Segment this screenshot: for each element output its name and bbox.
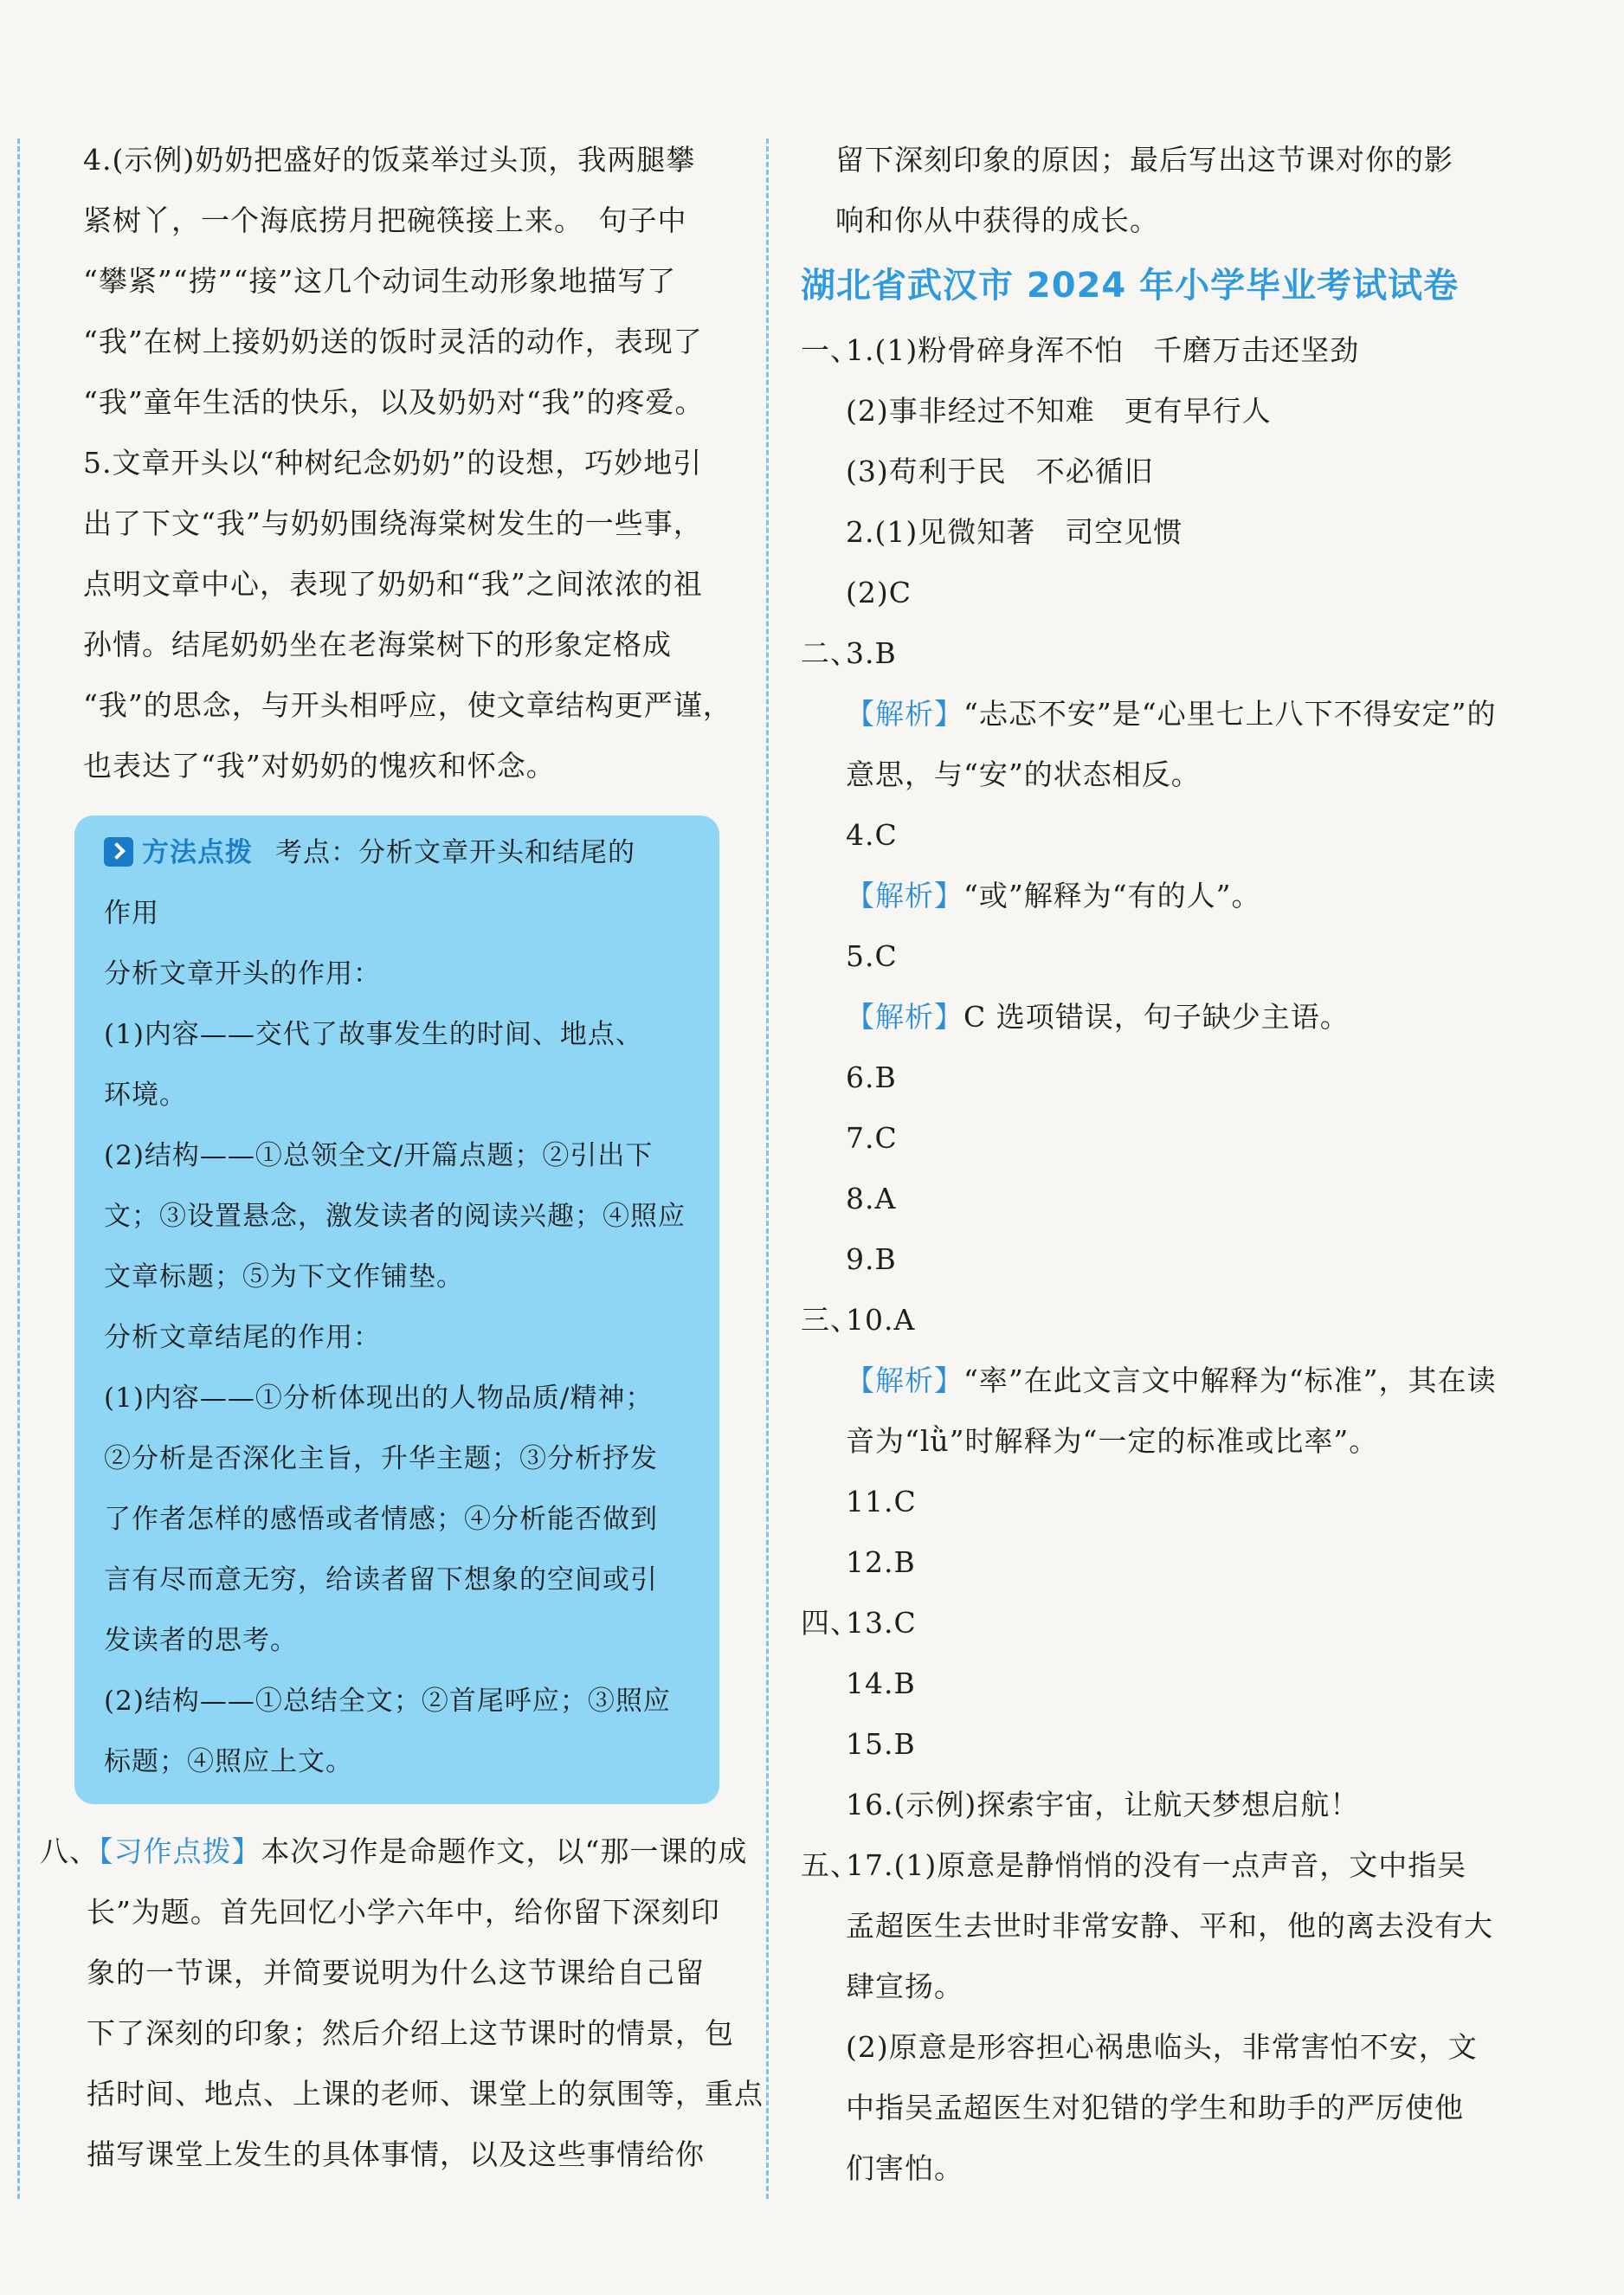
- answer-row: [801, 805, 1493, 866]
- answer-row: [801, 1593, 1493, 1654]
- section-8-block: [40, 1821, 764, 2185]
- answer-text: (3)苟利于民 不必循旧: [846, 454, 1154, 488]
- method-tip-line: 分析文章结尾的作用：: [104, 1322, 381, 1353]
- text-line: 孙情。结尾奶奶坐在老海棠树下的形象定格成: [83, 628, 672, 661]
- section-number: 三、: [801, 1303, 860, 1337]
- text-line: “我”童年生活的快乐，以及奶奶对“我”的疼爱。: [83, 385, 705, 419]
- answer-row: [801, 987, 1493, 1048]
- method-tip-line: 了作者怎样的感悟或者情感；④分析能否做到: [104, 1504, 658, 1535]
- left-column: [40, 130, 764, 2185]
- answer-row: [801, 1957, 1493, 2017]
- section-number: 二、: [801, 636, 860, 670]
- analysis-tag: 【解析】: [846, 697, 963, 731]
- text-line: 点明文章中心，表现了奶奶和“我”之间浓浓的祖: [83, 567, 703, 601]
- text-line: 括时间、地点、上课的老师、课堂上的氛围等，重点: [87, 2077, 764, 2111]
- answer-text: 10.A: [846, 1303, 916, 1337]
- answer-text: 4.C: [846, 818, 898, 852]
- method-tip-line: 言有尽而意无穷，给读者留下想象的空间或引: [104, 1564, 658, 1596]
- answer-row: [801, 1472, 1493, 1532]
- answer-row: [801, 502, 1493, 563]
- section-number: 八、: [40, 1834, 99, 1868]
- text-line: 留下深刻印象的原因；最后写出这节课对你的影: [835, 143, 1453, 177]
- method-tip-line: (1)内容——①分析体现出的人物品质/精神；: [104, 1383, 654, 1414]
- method-tip-line: (2)结构——①总领全文/开篇点题；②引出下: [104, 1140, 654, 1171]
- method-tip-box: [74, 815, 719, 1804]
- answer-row: [801, 1290, 1493, 1351]
- text-line: 描写课堂上发生的具体事情，以及这些事情给你: [87, 2137, 705, 2171]
- method-tip-line: 标题；④照应上文。: [104, 1746, 353, 1777]
- answer-row: [801, 745, 1493, 805]
- answer-row: [801, 1108, 1493, 1169]
- answer-row: [801, 1775, 1493, 1835]
- answer-text: 14.B: [846, 1666, 916, 1700]
- method-tip-line: 文；③设置悬念，激发读者的阅读兴趣；④照应: [104, 1201, 686, 1232]
- left-margin-dashed-line: [17, 139, 20, 2199]
- method-tip-line: 分析文章开头的作用：: [104, 958, 381, 990]
- continued-text-block: [801, 130, 1493, 251]
- answer-text: 肆宣扬。: [846, 1969, 963, 2003]
- analysis-tag: 【解析】: [846, 879, 963, 912]
- method-tip-line: ②分析是否深化主旨，升华主题；③分析抒发: [104, 1443, 658, 1474]
- text-line: 象的一节课，并简要说明为什么这节课给自己留: [87, 1956, 705, 1989]
- answer-row: [801, 381, 1493, 442]
- answer-row: [801, 1532, 1493, 1593]
- text-line: “我”在树上接奶奶送的饭时灵活的动作，表现了: [83, 325, 703, 358]
- answer-row: [801, 926, 1493, 987]
- right-column: [801, 130, 1497, 2199]
- answer-text-block: [83, 130, 750, 796]
- section-number: 四、: [801, 1606, 860, 1640]
- answer-text: 6.B: [846, 1060, 897, 1094]
- text-line: 下了深刻的印象；然后介绍上这节课时的情景，包: [87, 2016, 734, 2050]
- answer-row: [801, 1896, 1493, 1957]
- answer-row: [801, 563, 1493, 623]
- answer-row: [801, 1351, 1497, 1411]
- answer-text: 8.A: [846, 1182, 897, 1215]
- section-number: 一、: [801, 333, 860, 367]
- exam-section-heading: 湖北省武汉市 2024 年小学毕业考试试卷: [801, 266, 1460, 306]
- answer-text: 2.(1)见微知著 司空见惯: [846, 515, 1183, 549]
- answer-text: 孟超医生去世时非常安静、平和，他的离去没有大: [846, 1909, 1493, 1943]
- answer-text: 5.C: [846, 939, 898, 973]
- answer-row: [801, 442, 1493, 502]
- answer-row: [801, 320, 1493, 381]
- answer-row: [801, 2138, 1493, 2199]
- analysis-tag: 【解析】: [846, 1363, 963, 1397]
- text-line: 出了下文“我”与奶奶围绕海棠树发生的一些事，: [83, 506, 703, 540]
- method-tip-line: 环境。: [104, 1080, 187, 1111]
- text-line: 响和你从中获得的成长。: [835, 203, 1159, 237]
- answer-text: “或”解释为“有的人”。: [963, 879, 1261, 912]
- answer-row: [801, 866, 1493, 926]
- analysis-tag: 【解析】: [846, 1000, 963, 1034]
- answer-row: [801, 1048, 1493, 1108]
- method-tip-line: (2)结构——①总结全文；②首尾呼应；③照应: [104, 1686, 671, 1717]
- answer-text: C 选项错误，句子缺少主语。: [963, 1000, 1350, 1034]
- method-tip-line: (1)内容——交代了故事发生的时间、地点、: [104, 1019, 643, 1050]
- answer-row: [801, 1229, 1493, 1290]
- answer-row: [801, 684, 1497, 745]
- answer-text: 音为“lǜ”时解释为“一定的标准或比率”。: [846, 1424, 1379, 1458]
- text-line: 也表达了“我”对奶奶的愧疚和怀念。: [83, 749, 556, 783]
- answer-row: [801, 623, 1493, 684]
- answer-text: (2)原意是形容担心祸患临头，非常害怕不安，文: [846, 2030, 1478, 2064]
- answer-row: [801, 1411, 1493, 1472]
- answer-text: 13.C: [846, 1606, 917, 1640]
- answer-row: [801, 1835, 1493, 1896]
- answer-row: [801, 1654, 1493, 1714]
- chevron-right-icon: [104, 837, 133, 867]
- answer-text: 16.(示例)探索宇宙，让航天梦想启航！: [846, 1788, 1360, 1821]
- text-line: “我”的思念，与开头相呼应，使文章结构更严谨，: [83, 688, 732, 722]
- method-tip-title: 方法点拨: [142, 837, 253, 868]
- text-line: 紧树丫，一个海底捞月把碗筷接上来。 句子中: [83, 203, 687, 237]
- method-tip-line: 作用: [104, 898, 159, 929]
- section-8-first-line: 本次习作是命题作文，以“那一课的成: [261, 1834, 748, 1868]
- text-line: 5.文章开头以“种树纪念奶奶”的设想，巧妙地引: [83, 446, 703, 480]
- answer-text: 7.C: [846, 1121, 898, 1155]
- answer-text: “忐忑不安”是“心里七上八下不得安定”的: [963, 697, 1497, 731]
- answer-row: [801, 2078, 1493, 2138]
- text-line: 长”为题。首先回忆小学六年中，给你留下深刻印: [87, 1895, 720, 1929]
- answer-text: 们害怕。: [846, 2151, 963, 2185]
- answer-text: 3.B: [846, 636, 897, 670]
- answer-text: 意思，与“安”的状态相反。: [846, 757, 1201, 791]
- column-divider-dashed-line: [766, 139, 769, 2199]
- answer-text: 中指吴孟超医生对犯错的学生和助手的严厉使他: [846, 2091, 1464, 2124]
- answer-text: 12.B: [846, 1545, 916, 1579]
- answer-text: 17.(1)原意是静悄悄的没有一点声音，文中指吴: [846, 1848, 1467, 1882]
- answer-text: 9.B: [846, 1242, 897, 1276]
- answer-text: (2)事非经过不知难 更有早行人: [846, 394, 1272, 428]
- answer-text: 1.(1)粉骨碎身浑不怕 千磨万击还坚劲: [846, 333, 1360, 367]
- writing-tip-tag: 【习作点拨】: [99, 1834, 261, 1868]
- answer-row: [801, 2017, 1493, 2078]
- answer-text: 11.C: [846, 1485, 917, 1518]
- text-line: 4.(示例)奶奶把盛好的饭菜举过头顶，我两腿攀: [83, 143, 696, 177]
- method-tip-line: 发读者的思考。: [104, 1625, 298, 1656]
- answer-row: [801, 1169, 1493, 1229]
- method-tip-first-line: 考点：分析文章开头和结尾的: [275, 837, 635, 868]
- answer-text: (2)C: [846, 576, 912, 609]
- answer-list: [801, 320, 1497, 2199]
- method-tip-line: 文章标题；⑤为下文作铺垫。: [104, 1261, 464, 1293]
- text-line: “攀紧”“捞”“接”这几个动词生动形象地描写了: [83, 264, 677, 298]
- answer-row: [801, 1714, 1493, 1775]
- answer-text: “率”在此文言文中解释为“标准”，其在读: [963, 1363, 1497, 1397]
- section-number: 五、: [801, 1848, 860, 1882]
- answer-text: 15.B: [846, 1727, 916, 1761]
